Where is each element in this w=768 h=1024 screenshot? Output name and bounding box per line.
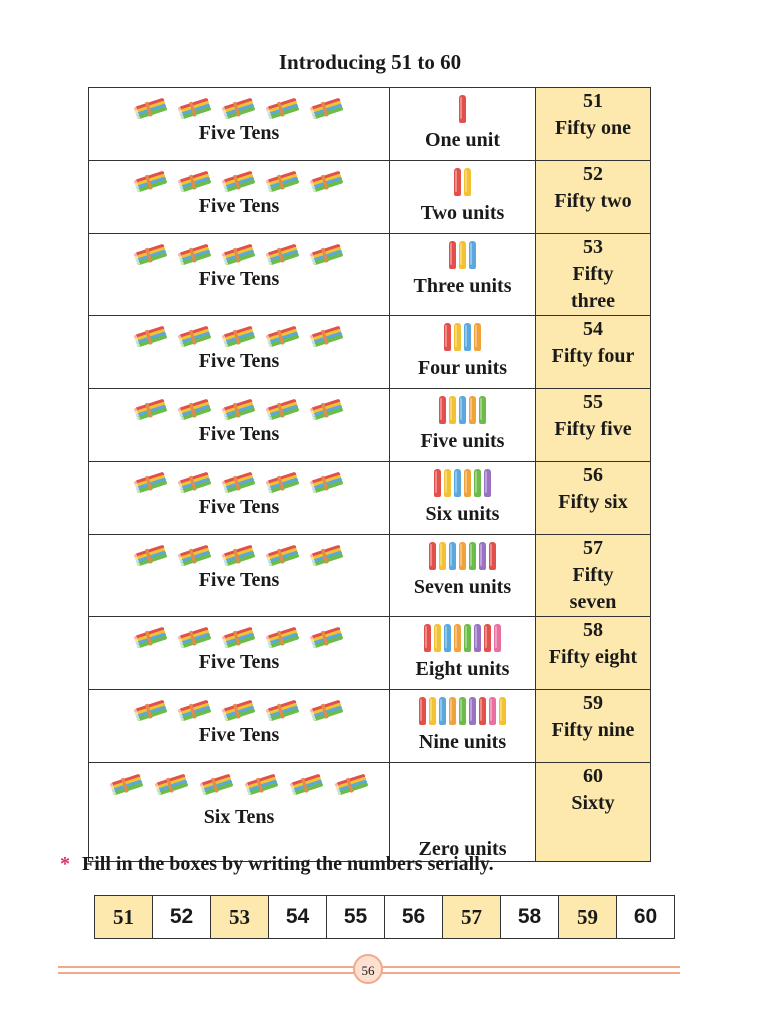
serial-box[interactable]: 57: [443, 896, 501, 939]
ten-bundle-icon: [133, 625, 169, 649]
tens-label: Five Tens: [198, 569, 280, 591]
ten-bundle-icon: [221, 397, 257, 421]
ten-bundle-icon: [265, 169, 301, 193]
table-row: [89, 535, 651, 617]
tens-label: Six Tens: [203, 806, 275, 828]
ten-bundle-icon: [221, 242, 257, 266]
unit-stick-icon: [484, 624, 491, 652]
bundle-group: [89, 389, 389, 423]
table-row: [89, 389, 651, 462]
ten-bundle-icon: [133, 470, 169, 494]
unit-stick-icon: [479, 396, 486, 424]
units-label: Two units: [420, 202, 505, 224]
ten-bundle-icon: [265, 625, 301, 649]
unit-sticks: [390, 690, 535, 727]
unit-stick-icon: [459, 396, 466, 424]
ten-bundle-icon: [133, 324, 169, 348]
ten-bundle-icon: [177, 543, 213, 567]
ten-bundle-icon: [133, 397, 169, 421]
units-cell: [390, 690, 536, 763]
unit-stick-icon: [449, 241, 456, 269]
tens-cell: [89, 763, 390, 862]
number-value: 54: [583, 318, 603, 340]
unit-stick-icon: [494, 624, 501, 652]
unit-stick-icon: [459, 542, 466, 570]
bundle-group: [89, 316, 389, 350]
ten-bundle-icon: [221, 543, 257, 567]
unit-stick-icon: [449, 396, 456, 424]
unit-sticks: [390, 88, 535, 125]
number-words: Fifty: [572, 263, 614, 285]
page-number: 56: [353, 954, 383, 984]
tens-label: Five Tens: [198, 195, 280, 217]
unit-stick-icon: [469, 396, 476, 424]
unit-stick-icon: [424, 624, 431, 652]
unit-stick-icon: [439, 542, 446, 570]
number-words: three: [570, 290, 616, 312]
number-cell: [536, 535, 651, 617]
unit-stick-icon: [469, 241, 476, 269]
tens-label: Five Tens: [198, 496, 280, 518]
number-value: 57: [583, 537, 603, 559]
ten-bundle-icon: [109, 772, 145, 796]
units-label: Seven units: [413, 576, 512, 598]
units-cell: [390, 617, 536, 690]
serial-box[interactable]: 58: [501, 896, 559, 939]
number-cell: [536, 617, 651, 690]
unit-stick-icon: [434, 624, 441, 652]
unit-stick-icon: [419, 697, 426, 725]
ten-bundle-icon: [334, 772, 370, 796]
bundle-group: [89, 234, 389, 268]
number-words: Fifty four: [551, 345, 635, 367]
serial-box[interactable]: 59: [559, 896, 617, 939]
serial-box[interactable]: 53: [211, 896, 269, 939]
bundle-group: [89, 690, 389, 724]
number-value: 59: [583, 692, 603, 714]
tens-label: Five Tens: [198, 350, 280, 372]
table-row: [89, 161, 651, 234]
unit-stick-icon: [489, 542, 496, 570]
ten-bundle-icon: [177, 470, 213, 494]
bundle-group: [89, 161, 389, 195]
number-words: Fifty two: [554, 190, 632, 212]
table-row: [89, 690, 651, 763]
number-words: Fifty eight: [548, 646, 638, 668]
number-words: Fifty one: [554, 117, 632, 139]
units-label: One unit: [424, 129, 501, 151]
units-label: Eight units: [415, 658, 510, 680]
number-cell: [536, 88, 651, 161]
unit-stick-icon: [444, 624, 451, 652]
unit-stick-icon: [479, 542, 486, 570]
ten-bundle-icon: [265, 470, 301, 494]
unit-stick-icon: [479, 697, 486, 725]
unit-stick-icon: [459, 697, 466, 725]
tens-label: Five Tens: [198, 651, 280, 673]
units-cell: [390, 389, 536, 462]
ten-bundle-icon: [221, 470, 257, 494]
number-words: seven: [569, 591, 617, 613]
ten-bundle-icon: [133, 169, 169, 193]
instruction-bullet: *: [60, 853, 70, 875]
table-row: [89, 462, 651, 535]
unit-stick-icon: [464, 469, 471, 497]
ten-bundle-icon: [177, 169, 213, 193]
serial-box[interactable]: 52: [153, 896, 211, 939]
bundle-group: [89, 535, 389, 569]
unit-stick-icon: [469, 542, 476, 570]
tens-label: Five Tens: [198, 122, 280, 144]
unit-stick-icon: [429, 542, 436, 570]
unit-stick-icon: [464, 323, 471, 351]
ten-bundle-icon: [309, 242, 345, 266]
table-row: [89, 617, 651, 690]
units-cell: [390, 316, 536, 389]
units-cell: [390, 161, 536, 234]
tens-cell: [89, 690, 390, 763]
number-words: Fifty: [572, 564, 614, 586]
ten-bundle-icon: [309, 96, 345, 120]
ten-bundle-icon: [177, 96, 213, 120]
units-label: Zero units: [418, 838, 507, 860]
tens-cell: [89, 462, 390, 535]
number-cell: [536, 161, 651, 234]
ten-bundle-icon: [133, 543, 169, 567]
number-words: Fifty nine: [551, 719, 635, 741]
ten-bundle-icon: [221, 625, 257, 649]
ten-bundle-icon: [154, 772, 190, 796]
serial-box[interactable]: 54: [269, 896, 327, 939]
unit-stick-icon: [464, 168, 471, 196]
units-label: Nine units: [418, 731, 507, 753]
tens-cell: [89, 161, 390, 234]
table-row: [89, 88, 651, 161]
unit-stick-icon: [444, 469, 451, 497]
ten-bundle-icon: [309, 169, 345, 193]
number-value: 55: [583, 391, 603, 413]
ten-bundle-icon: [133, 242, 169, 266]
units-cell: [390, 234, 536, 316]
ten-bundle-icon: [244, 772, 280, 796]
units-label: Three units: [413, 275, 512, 297]
number-value: 53: [583, 236, 603, 258]
table-row: [89, 234, 651, 316]
tens-label: Five Tens: [198, 268, 280, 290]
number-words: Fifty five: [554, 418, 632, 440]
unit-stick-icon: [449, 542, 456, 570]
table-row: [89, 763, 651, 862]
ten-bundle-icon: [221, 324, 257, 348]
unit-stick-icon: [444, 323, 451, 351]
number-words: Sixty: [571, 792, 615, 814]
ten-bundle-icon: [309, 470, 345, 494]
units-cell: [390, 535, 536, 617]
ten-bundle-icon: [199, 772, 235, 796]
units-cell: [390, 462, 536, 535]
serial-box[interactable]: 56: [385, 896, 443, 939]
unit-stick-icon: [454, 469, 461, 497]
tens-cell: [89, 535, 390, 617]
unit-stick-icon: [459, 95, 466, 123]
unit-sticks: [390, 617, 535, 654]
place-value-table: [88, 87, 651, 862]
ten-bundle-icon: [133, 96, 169, 120]
tens-cell: [89, 617, 390, 690]
unit-stick-icon: [439, 697, 446, 725]
ten-bundle-icon: [221, 96, 257, 120]
ten-bundle-icon: [265, 324, 301, 348]
unit-stick-icon: [459, 241, 466, 269]
units-cell: [390, 763, 536, 862]
tens-label: Five Tens: [198, 724, 280, 746]
ten-bundle-icon: [309, 698, 345, 722]
unit-stick-icon: [499, 697, 506, 725]
ten-bundle-icon: [177, 397, 213, 421]
number-cell: [536, 316, 651, 389]
ten-bundle-icon: [265, 543, 301, 567]
table-row: [89, 316, 651, 389]
unit-stick-icon: [454, 323, 461, 351]
units-cell: [390, 88, 536, 161]
serial-number-boxes: [94, 895, 675, 939]
unit-stick-icon: [484, 469, 491, 497]
number-cell: [536, 690, 651, 763]
units-label: Five units: [420, 430, 505, 452]
unit-stick-icon: [429, 697, 436, 725]
unit-sticks: [390, 389, 535, 426]
bundle-group: [89, 617, 389, 651]
unit-sticks: [390, 234, 535, 271]
ten-bundle-icon: [265, 397, 301, 421]
serial-box[interactable]: 60: [617, 896, 675, 939]
tens-cell: [89, 88, 390, 161]
ten-bundle-icon: [221, 698, 257, 722]
unit-sticks: [390, 535, 535, 572]
tens-cell: [89, 389, 390, 462]
number-value: 58: [583, 619, 603, 641]
number-cell: [536, 763, 651, 862]
ten-bundle-icon: [265, 242, 301, 266]
ten-bundle-icon: [265, 96, 301, 120]
ten-bundle-icon: [177, 625, 213, 649]
number-cell: [536, 462, 651, 535]
unit-stick-icon: [464, 624, 471, 652]
ten-bundle-icon: [309, 543, 345, 567]
unit-stick-icon: [469, 697, 476, 725]
serial-box[interactable]: 55: [327, 896, 385, 939]
number-words: Fifty six: [558, 491, 628, 513]
unit-sticks: [390, 161, 535, 198]
ten-bundle-icon: [177, 324, 213, 348]
ten-bundle-icon: [309, 397, 345, 421]
number-value: 56: [583, 464, 603, 486]
ten-bundle-icon: [309, 625, 345, 649]
units-label: Six units: [425, 503, 500, 525]
unit-stick-icon: [454, 624, 461, 652]
serial-box[interactable]: 51: [95, 896, 153, 939]
unit-stick-icon: [454, 168, 461, 196]
unit-stick-icon: [474, 624, 481, 652]
ten-bundle-icon: [177, 698, 213, 722]
number-cell: [536, 389, 651, 462]
ten-bundle-icon: [289, 772, 325, 796]
unit-stick-icon: [434, 469, 441, 497]
ten-bundle-icon: [309, 324, 345, 348]
unit-sticks: [390, 763, 535, 800]
instruction-text: Fill in the boxes by writing the numbers serially.: [82, 853, 494, 875]
ten-bundle-icon: [133, 698, 169, 722]
number-value: 52: [583, 163, 603, 185]
unit-stick-icon: [489, 697, 496, 725]
number-value: 60: [583, 765, 603, 787]
ten-bundle-icon: [265, 698, 301, 722]
bundle-group: [89, 763, 389, 798]
bundle-group: [89, 462, 389, 496]
page-title: Introducing 51 to 60: [278, 50, 462, 74]
unit-stick-icon: [439, 396, 446, 424]
tens-label: Five Tens: [198, 423, 280, 445]
unit-stick-icon: [449, 697, 456, 725]
ten-bundle-icon: [177, 242, 213, 266]
number-cell: [536, 234, 651, 316]
number-value: 51: [583, 90, 603, 112]
unit-sticks: [390, 316, 535, 353]
unit-stick-icon: [474, 323, 481, 351]
tens-cell: [89, 234, 390, 316]
units-label: Four units: [417, 357, 508, 379]
tens-cell: [89, 316, 390, 389]
instruction: [60, 853, 494, 876]
unit-sticks: [390, 462, 535, 499]
unit-stick-icon: [474, 469, 481, 497]
bundle-group: [89, 88, 389, 122]
ten-bundle-icon: [221, 169, 257, 193]
